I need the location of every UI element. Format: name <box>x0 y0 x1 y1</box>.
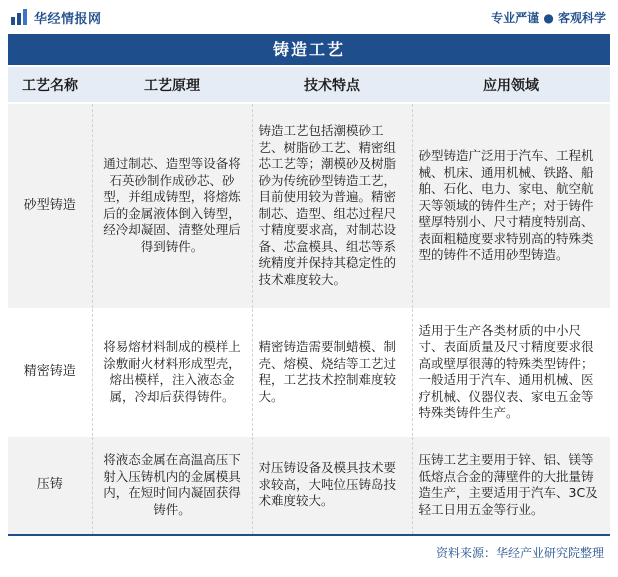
header-features: 技术特点 <box>252 67 412 103</box>
header-principle: 工艺原理 <box>92 67 252 103</box>
header-applications: 应用领域 <box>412 67 610 103</box>
bar-chart-icon <box>10 9 28 27</box>
table-row <box>8 103 610 308</box>
table-title: 铸造工艺 <box>8 34 610 65</box>
features-cell: 精密铸造需要制蜡模、制壳、熔模、烧结等工艺过程，工艺技术控制难度较大。 <box>252 308 412 436</box>
brand-slogan: 专业严谨 ● 客观科学 <box>491 11 606 25</box>
process-name-cell: 精密铸造 <box>8 308 92 436</box>
applications-cell: 压铸工艺主要用于锌、铝、镁等低熔点合金的薄壁件的大批量铸造生产，主要适用于汽车、3C及轻工日用五金等行业。 <box>412 436 610 534</box>
features-cell: 铸造工艺包括潮模砂工艺、树脂砂工艺、精密组芯工艺等；潮模砂及树脂砂为传统砂型铸造工艺，目前使用较为普遍。精密制芯、造型、组芯过程尺寸精度要求高，对制芯设备、芯盒模具、组芯等系统精度并保持其稳定性的技术难度较大。 <box>252 103 412 308</box>
brand-name: 华经情报网 <box>34 12 102 27</box>
header-process-name: 工艺名称 <box>8 67 92 103</box>
process-name-cell: 砂型铸造 <box>8 103 92 308</box>
process-name-cell: 压铸 <box>8 436 92 534</box>
principle-cell: 将易熔材料制成的模样上涂敷耐火材料形成型壳，熔出模样，注入液态金属，冷却后获得铸件。 <box>92 308 252 436</box>
table-row <box>8 436 610 534</box>
top-bar <box>0 0 618 34</box>
source-note: 资料来源：华经产业研究院整理 <box>435 546 604 560</box>
process-table <box>8 67 610 535</box>
table-row <box>8 308 610 436</box>
principle-cell: 通过制芯、造型等设备将石英砂制作成砂芯、砂型，并组成铸型，将熔炼后的金属液体倒入铸型，经冷却凝固、清整处理后得到铸件。 <box>92 103 252 308</box>
table-header-row <box>8 67 610 103</box>
brand-logo[interactable] <box>10 8 102 27</box>
applications-cell: 砂型铸造广泛用于汽车、工程机械、机床、通用机械、铁路、船舶、石化、电力、家电、航空航天等领域的铸件生产；对于铸件壁厚特别小、尺寸精度特别高、表面粗糙度要求特别高的特殊类型的铸件不适用砂型铸造。 <box>412 103 610 308</box>
principle-cell: 将液态金属在高温高压下射入压铸机内的金属模具内，在短时间内凝固获得铸件。 <box>92 436 252 534</box>
applications-cell: 适用于生产各类材质的中小尺寸、表面质量及尺寸精度要求很高或壁厚很薄的特殊类型铸件；一般适用于汽车、通用机械、医疗机械、仪器仪表、家电五金等特殊类铸件生产。 <box>412 308 610 436</box>
features-cell: 对压铸设备及模具技术要求较高，大吨位压铸岛技术难度较大。 <box>252 436 412 534</box>
footer-divider <box>8 534 610 536</box>
